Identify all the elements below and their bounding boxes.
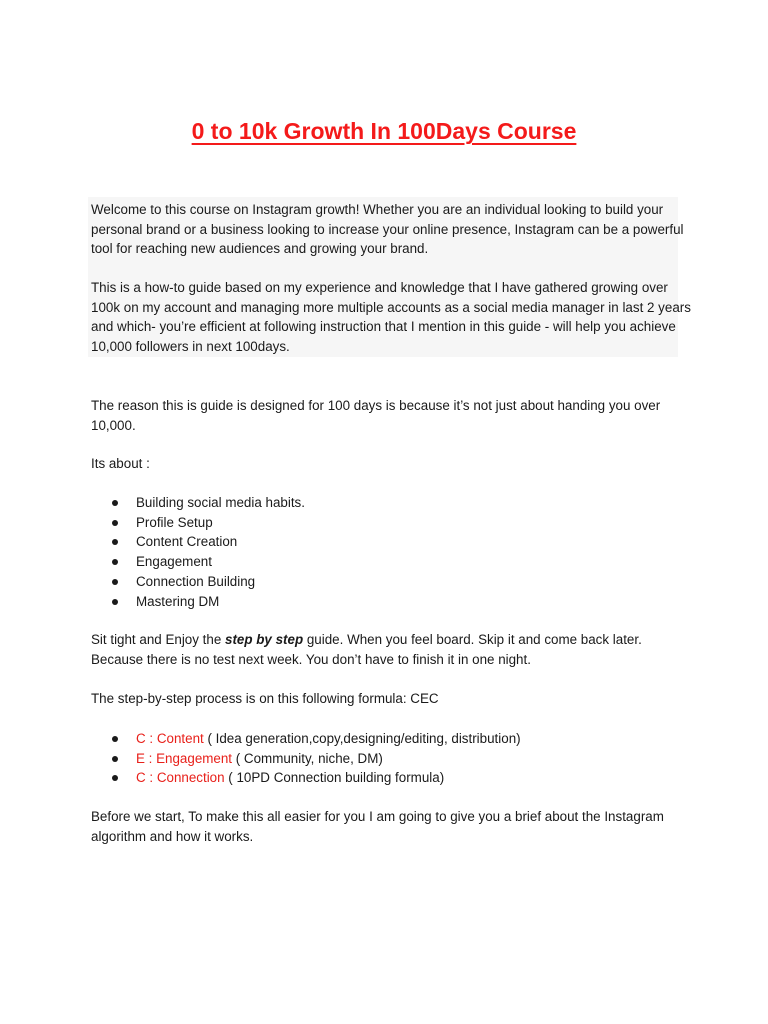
- list-item: Content Creation: [112, 532, 305, 552]
- list-item: [112, 749, 521, 769]
- formula-key: C : Connection: [136, 770, 225, 786]
- formula-desc: ( Idea generation,copy,designing/editing, distribution): [203, 731, 521, 746]
- formula-desc: ( Community, niche, DM): [232, 750, 383, 766]
- bullet-icon: [112, 539, 118, 545]
- list-item: Building social media habits.: [112, 493, 305, 513]
- page-title: 0 to 10k Growth In 100Days Course: [191, 118, 577, 144]
- intro-paragraph-2: This is a how-to guide based on my experience and knowledge that I have gathered growing over 100k on my account and managing more multiple accounts as a social media manager in last 2 years and which- you’re efficient at following instruction that I mention in this guide - will help you achieve 10,000 followers in next 100days.: [91, 280, 691, 354]
- bullet-icon: [112, 500, 118, 506]
- intro-paragraph-1: Welcome to this course on Instagram growth! Whether you are an individual looking to build your personal brand or a business looking to increase your online presence, Instagram can be a powerful tool for reaching new audiences and growing your brand.: [91, 202, 684, 257]
- formula-list: [112, 729, 521, 788]
- bullet-icon: [112, 599, 118, 605]
- step-by-step-emphasis: step by step: [225, 632, 304, 647]
- its-about-label: Its about :: [91, 456, 150, 471]
- bullet-icon: [112, 775, 118, 781]
- its-about-list: [112, 493, 305, 611]
- bullet-icon: [112, 736, 118, 742]
- list-item: Mastering DM: [112, 592, 305, 612]
- list-item: [112, 729, 521, 749]
- bullet-icon: [112, 520, 118, 526]
- bullet-icon: [112, 756, 118, 762]
- list-item: Engagement: [112, 552, 305, 572]
- formula-desc: ( 10PD Connection building formula): [224, 770, 445, 786]
- list-item: [112, 768, 521, 788]
- formula-intro: The step-by-step process is on this following formula: CEC: [91, 691, 439, 706]
- list-item: Connection Building: [112, 572, 305, 592]
- bullet-icon: [112, 579, 118, 585]
- formula-key: C : Content: [136, 731, 204, 746]
- bullet-icon: [112, 559, 118, 565]
- reason-paragraph: The reason this is guide is designed for 100 days is because it’s not just about handing you over 10,000.: [91, 398, 661, 433]
- sit-tight-paragraph: Sit tight and Enjoy the step by step guide. When you feel board. Skip it and come back later. Because there is no test next week. You don’t have to finish it in one night.: [91, 632, 642, 667]
- closing-paragraph: Before we start, To make this all easier for you I am going to give you a brief about the Instagram algorithm and how it works.: [91, 809, 664, 844]
- list-item: Profile Setup: [112, 513, 305, 533]
- formula-key: E : Engagement: [136, 750, 233, 766]
